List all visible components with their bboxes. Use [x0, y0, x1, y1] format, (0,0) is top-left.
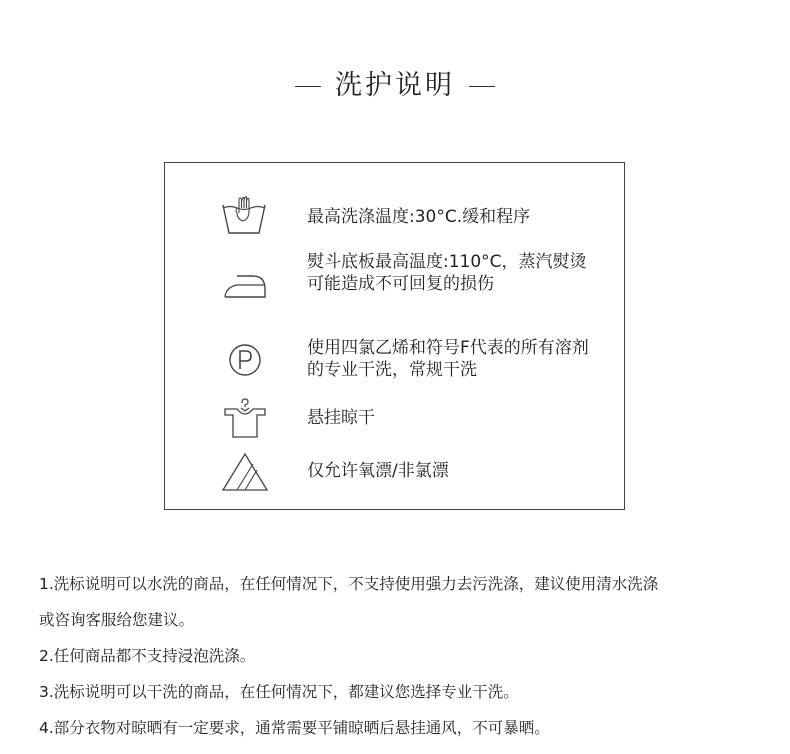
title-right-dash [469, 86, 495, 87]
note-1: 1.洗标说明可以水洗的商品，在任何情况下，不支持使用强力去污洗涤，建议使用清水洗涤 [39, 575, 659, 593]
care-text-hang-dry: 悬挂晾干 [307, 408, 375, 428]
hand-wash-icon [215, 193, 275, 243]
note-1-continued: 或咨询客服给您建议。 [39, 611, 195, 629]
iron-icon [215, 263, 275, 313]
care-text-bleach: 仅允许氧漂/非氯漂 [307, 461, 449, 481]
note-2: 2.任何商品都不支持浸泡洗涤。 [39, 647, 256, 665]
note-3: 3.洗标说明可以干洗的商品，在任何情况下，都建议您选择专业干洗。 [39, 683, 519, 701]
non-chlorine-bleach-icon [215, 448, 275, 498]
care-instructions-box [164, 162, 625, 510]
care-text-iron: 熨斗底板最高温度:110°C，蒸汽熨烫可能造成不可回复的损伤 [307, 252, 587, 294]
care-text-dry-clean: 使用四氯乙烯和符号F代表的所有溶剂的专业干洗，常规干洗 [307, 338, 589, 380]
dry-clean-p-icon [215, 335, 275, 385]
section-title [0, 66, 790, 106]
page-title: 洗护说明 [335, 70, 455, 101]
care-notes [39, 566, 779, 746]
care-text-hand-wash: 最高洗涤温度:30°C.缓和程序 [307, 207, 531, 227]
hang-dry-icon [215, 395, 275, 445]
note-4: 4.部分衣物对晾晒有一定要求，通常需要平铺晾晒后悬挂通风，不可暴晒。 [39, 719, 550, 737]
title-left-dash [295, 86, 321, 87]
